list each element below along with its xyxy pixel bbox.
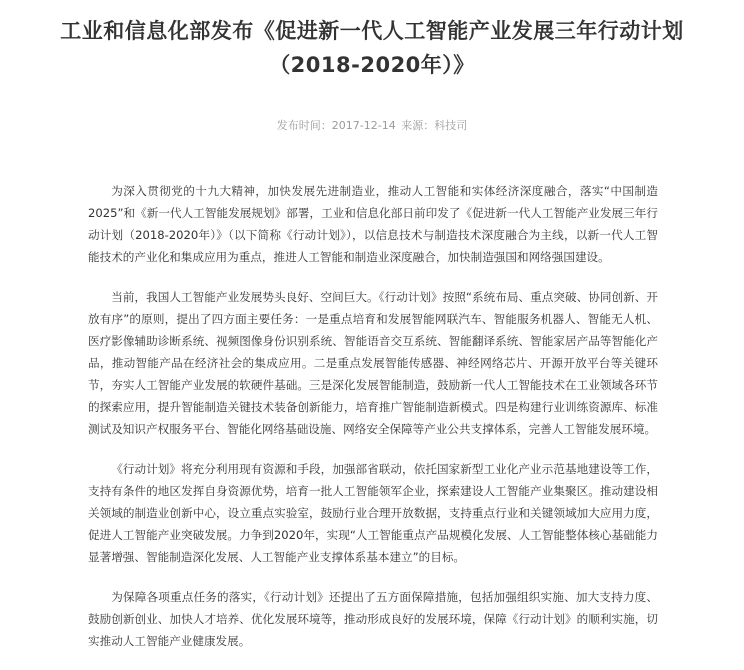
article-paragraph: 当前，我国人工智能产业发展势头良好、空间巨大。《行动计划》按照“系统布局、重点突破、协同创新、开放有序”的原则，提出了四方面主要任务：一是重点培育和发展智能网联汽车、智能服务机器人、智能无人机、医疗影像辅助诊断系统、视频图像身份识别系统、智能语音交互系统、智能翻译系统、智能家居产品等智能化产品，推动智能产品在经济社会的集成应用。二是重点发展智能传感器、神经网络芯片、开源开放平台等关键环节，夯实人工智能产业发展的软硬件基础。三是深化发展智能制造，鼓励新一代人工智能技术在工业领域各环节的探索应用，提升智能制造关键技术装备创新能力，培育推广智能制造新模式。四是构建行业训练资源库、标准测试及知识产权服务平台、智能化网络基础设施、网络安全保障等产业公共支撑体系，完善人工智能发展环境。 <box>88 290 658 436</box>
source-label: 来源： <box>401 119 435 132</box>
article-title <box>40 14 704 82</box>
article-paragraph: 《行动计划》将充分利用现有资源和手段，加强部省联动，依托国家新型工业化产业示范基地建设等工作，支持有条件的地区发挥自身资源优势，培育一批人工智能领军企业，探索建设人工智能产业集聚区。推动建设相关领域的制造业创新中心，设立重点实验室，鼓励行业合理开放数据，支持重点行业和关键领域加大应用力度，促进人工智能产业突破发展。力争到2020年，实现“人工智能重点产品规模化发展、人工智能整体核心基础能力显著增强、智能制造深化发展、人工智能产业支撑体系基本建立”的目标。 <box>88 462 658 564</box>
article-meta <box>0 118 744 134</box>
article-paragraph: 为深入贯彻党的十九大精神，加快发展先进制造业，推动人工智能和实体经济深度融合，落实“中国制造2025”和《新一代人工智能发展规划》部署，工业和信息化部日前印发了《促进新一代人工智能产业发展三年行动计划（2018-2020年）》（以下简称《行动计划》），以信息技术与制造技术深度融合为主线，以新一代人工智能技术的产业化和集成应用为重点，推进人工智能和制造业深度融合，加快制造强国和网络强国建设。 <box>88 184 658 264</box>
article-title-line-2: （2018-2020年）》 <box>269 53 475 77</box>
publish-time-value: 2017-12-14 <box>331 119 396 132</box>
publish-time-label: 发布时间： <box>276 119 332 132</box>
article-body <box>88 180 658 652</box>
source-value: 科技司 <box>434 119 468 132</box>
article-paragraph: 为保障各项重点任务的落实，《行动计划》还提出了五方面保障措施，包括加强组织实施、加大支持力度、鼓励创新创业、加快人才培养、优化发展环境等，推动形成良好的发展环境，保障《行动计划》的顺利实施，切实推动人工智能产业健康发展。 <box>88 590 658 648</box>
article-title-line-1: 工业和信息化部发布《促进新一代人工智能产业发展三年行动计划 <box>60 19 684 43</box>
